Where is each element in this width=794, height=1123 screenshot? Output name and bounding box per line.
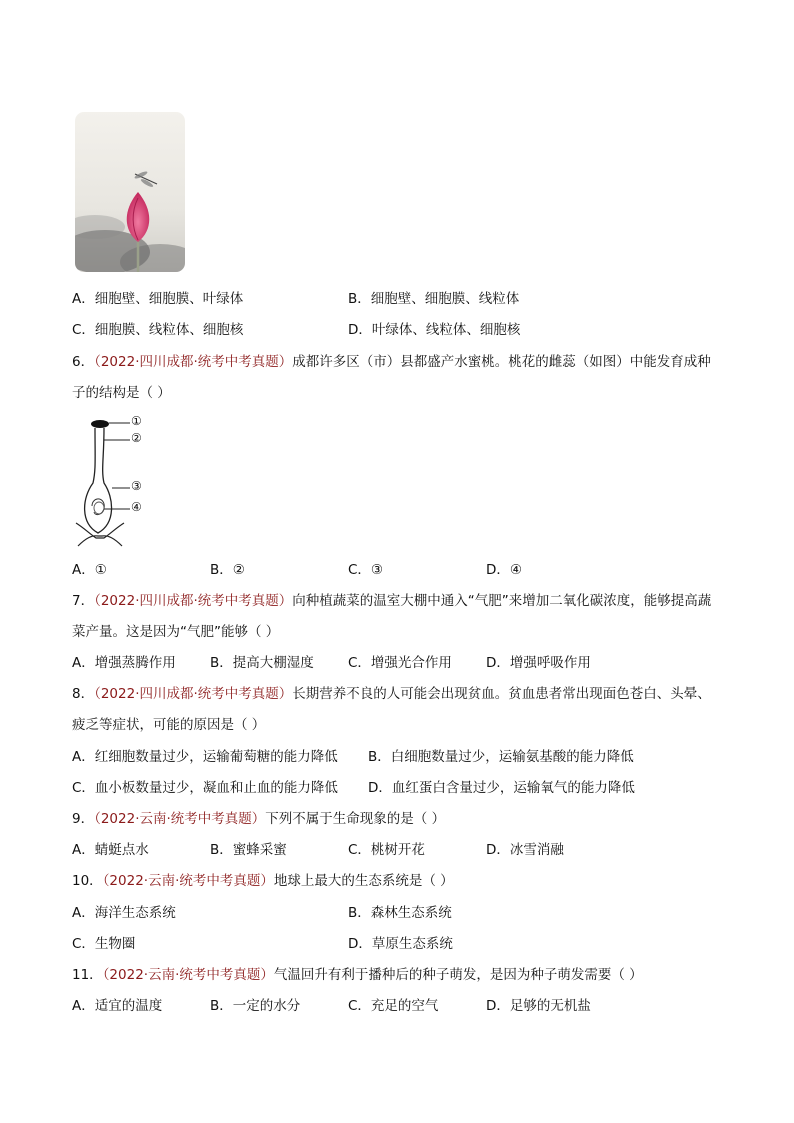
- q9-source: （2022·云南·统考中考真题）: [94, 811, 266, 827]
- q11-option-d[interactable]: D．足够的无机盐: [486, 998, 591, 1014]
- q8-stem-line2: 疲乏等症状，可能的原因是（ ）: [72, 717, 266, 733]
- q6-stem-line1: [72, 352, 711, 372]
- q7-text1: 向种植蔬菜的温室大棚中通入“气肥”来增加二氧化碳浓度，能够提高蔬: [292, 593, 712, 609]
- q6-number: 6．: [72, 354, 95, 370]
- q6-option-b[interactable]: B．②: [210, 562, 245, 578]
- pistil-label-3: ③: [131, 479, 142, 493]
- q8-option-a[interactable]: A．红细胞数量过少，运输葡萄糖的能力降低: [72, 749, 338, 765]
- q8-option-b[interactable]: B．白细胞数量过少，运输氨基酸的能力降低: [368, 749, 634, 765]
- q9-number: 9．: [72, 811, 95, 827]
- q6-option-d[interactable]: D．④: [486, 562, 522, 578]
- q6-stem-line2: 子的结构是（ ）: [72, 385, 171, 401]
- q5-option-b[interactable]: B．细胞壁、细胞膜、线粒体: [348, 291, 520, 307]
- q9-option-a[interactable]: A．蜻蜓点水: [72, 842, 149, 858]
- q10-source: （2022·云南·统考中考真题）: [102, 873, 274, 889]
- q5-option-a[interactable]: A．细胞壁、细胞膜、叶绿体: [72, 291, 244, 307]
- q11-stem: [72, 965, 643, 985]
- q7-number: 7．: [72, 593, 95, 609]
- q11-source: （2022·云南·统考中考真题）: [102, 967, 274, 983]
- q8-option-d[interactable]: D．血红蛋白含量过少，运输氧气的能力降低: [368, 780, 635, 796]
- q7-option-d[interactable]: D．增强呼吸作用: [486, 655, 591, 671]
- q10-option-b[interactable]: B．森林生态系统: [348, 905, 452, 921]
- pistil-label-4: ④: [131, 500, 142, 514]
- q11-number: 11．: [72, 967, 103, 983]
- q8-source: （2022·四川成都·统考中考真题）: [94, 686, 293, 702]
- q9-stem: [72, 809, 445, 829]
- q6-option-a[interactable]: A．①: [72, 562, 107, 578]
- pistil-label-1: ①: [131, 414, 142, 428]
- q8-text1: 长期营养不良的人可能会出现贫血。贫血患者常出现面色苍白、头晕、: [292, 686, 711, 702]
- q10-option-c[interactable]: C．生物圈: [72, 936, 136, 952]
- q5-option-c[interactable]: C．细胞膜、线粒体、细胞核: [72, 322, 244, 338]
- q7-option-a[interactable]: A．增强蒸腾作用: [72, 655, 176, 671]
- q11-option-a[interactable]: A．适宜的温度: [72, 998, 163, 1014]
- q11-option-c[interactable]: C．充足的空气: [348, 998, 439, 1014]
- pistil-label-2: ②: [131, 431, 142, 445]
- q5-option-d[interactable]: D．叶绿体、线粒体、细胞核: [348, 322, 521, 338]
- pistil-diagram: [68, 408, 178, 550]
- q7-stem-line2: 菜产量。这是因为“气肥”能够（ ）: [72, 624, 280, 640]
- q9-option-c[interactable]: C．桃树开花: [348, 842, 425, 858]
- lotus-bud-image: [75, 112, 185, 272]
- q6-source: （2022·四川成都·统考中考真题）: [94, 354, 293, 370]
- q6-option-c[interactable]: C．③: [348, 562, 384, 578]
- q10-text: 地球上最大的生态系统是（ ）: [273, 873, 454, 889]
- q10-option-a[interactable]: A．海洋生态系统: [72, 905, 176, 921]
- q7-stem-line1: [72, 591, 711, 611]
- q7-option-c[interactable]: C．增强光合作用: [348, 655, 452, 671]
- q10-stem: [72, 871, 454, 891]
- lotus-illustration: [75, 112, 185, 272]
- q10-number: 10．: [72, 873, 103, 889]
- q8-number: 8．: [72, 686, 95, 702]
- pistil-drawing: [68, 408, 178, 550]
- q10-option-d[interactable]: D．草原生态系统: [348, 936, 453, 952]
- q9-text: 下列不属于生命现象的是（ ）: [265, 811, 446, 827]
- q6-text1: 成都许多区（市）县都盛产水蜜桃。桃花的雌蕊（如图）中能发育成种: [292, 354, 711, 370]
- q8-option-c[interactable]: C．血小板数量过少，凝血和止血的能力降低: [72, 780, 338, 796]
- q9-option-d[interactable]: D．冰雪消融: [486, 842, 564, 858]
- q11-text: 气温回升有利于播种后的种子萌发，是因为种子萌发需要（ ）: [273, 967, 643, 983]
- q11-option-b[interactable]: B．一定的水分: [210, 998, 301, 1014]
- q7-source: （2022·四川成都·统考中考真题）: [94, 593, 293, 609]
- q9-option-b[interactable]: B．蜜蜂采蜜: [210, 842, 287, 858]
- q7-option-b[interactable]: B．提高大棚湿度: [210, 655, 314, 671]
- q8-stem-line1: [72, 684, 711, 704]
